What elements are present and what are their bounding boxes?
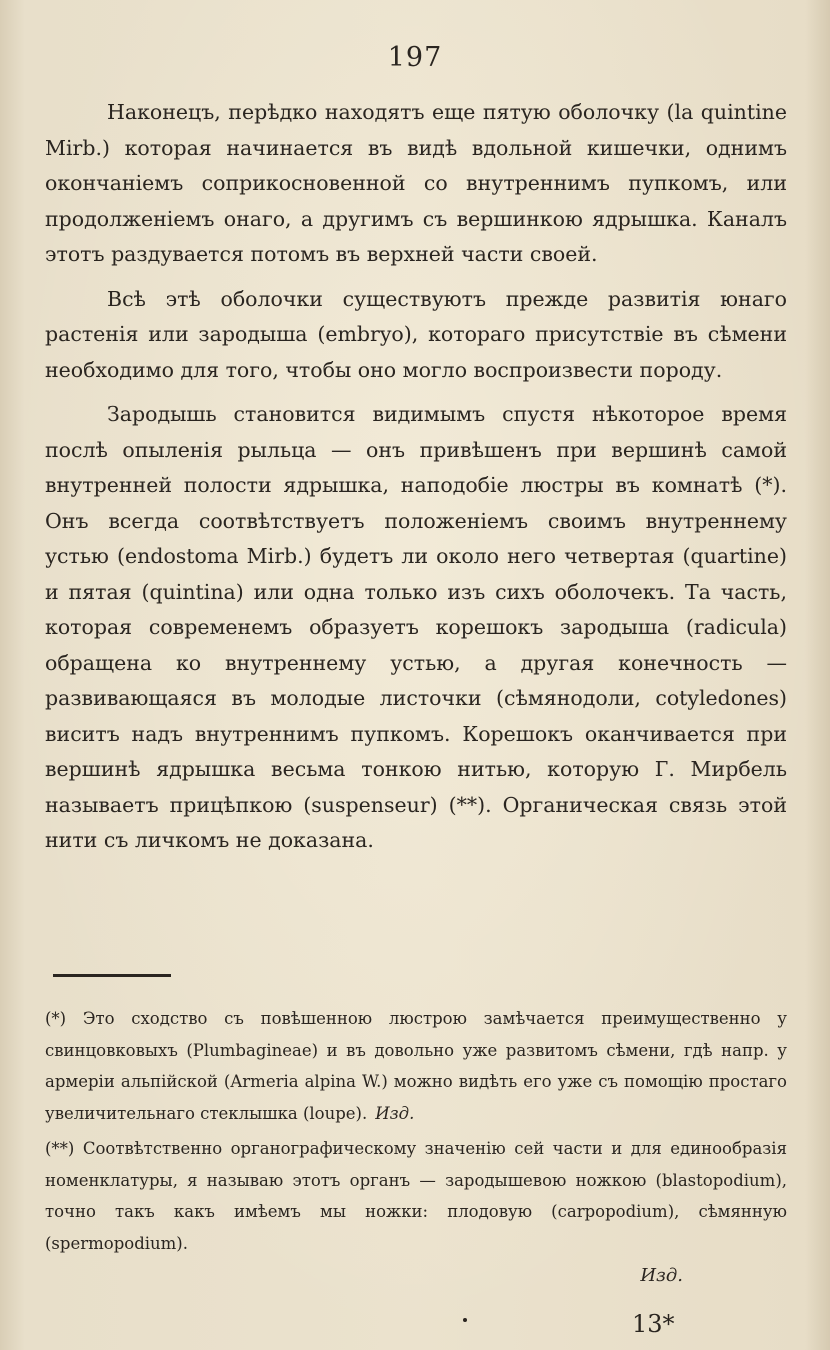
footnote-1-text: (*) Это сходство съ повѣшенною люстрою замѣчается преимущественно у свинцовковыхъ (Plumbagineae) и въ довольно уже развитомъ сѣмени, гдѣ напр. у армеріи альпійской (Armeria alpina W.) можно видѣть его уже съ помощію простаго увеличительнаго стеклышка (loupe). bbox=[45, 1009, 787, 1123]
page-number: 197 bbox=[387, 42, 443, 73]
print-speck bbox=[463, 1318, 467, 1322]
footnote-1 bbox=[45, 1003, 787, 1129]
main-text bbox=[45, 95, 787, 868]
paragraph-2: Всѣ этѣ оболочки существуютъ прежде развитія юнаго растенія или зародыша (embryo), котораго присутствіе въ сѣмени необходимо для того, чтобы оно могло воспроизвести породу. bbox=[45, 286, 787, 382]
footnote-separator bbox=[53, 974, 171, 977]
footnote-1-sign: Изд. bbox=[375, 1103, 415, 1123]
footnote-2-sign: Изд. bbox=[640, 1265, 683, 1286]
footnotes bbox=[45, 1003, 787, 1291]
paragraph-3: Зародышь становится видимымъ спустя нѣкоторое время послѣ опыленія рыльца — онъ привѣшенъ при вершинѣ самой внутренней полости ядрышка, наподобіе люстры въ комнатѣ (*). Онъ всегда соотвѣтствуетъ положеніемъ своимъ внутреннему устью (endostoma Mirb.) будетъ ли около него четвертая (quartine) и пятая (quintina) или одна только изъ сихъ оболочекъ. Та часть, которая современемъ образуетъ корешокъ зародыша (radicula) обращена ко внутреннему устью, а другая конечность — развивающаяся въ молодые листочки (сѣмянодоли, cotyledones) виситъ надъ внутреннимъ пупкомъ. Корешокъ оканчивается при вершинѣ ядрышка весьма тонкою нитью, которую Г. Мирбель называетъ прицѣпкою (suspenseur) (**). Органическая связь этой нити съ личкомъ не доказана. bbox=[45, 402, 787, 852]
footnote-2 bbox=[45, 1133, 787, 1259]
signature-mark: 13* bbox=[632, 1310, 675, 1338]
paragraph-1: Наконецъ, перѣдко находятъ еще пятую оболочку (la quintine Mirb.) которая начинается въ видѣ вдольной кишечки, однимъ окончаніемъ соприкосновенной со внутреннимъ пупкомъ, или продолженіемъ онаго, а другимъ съ вершинкою ядрышка. Каналъ этотъ раздувается потомъ въ верхней части своей. bbox=[45, 100, 787, 266]
footnote-2-text: (**) Соотвѣтственно органографическому значенію сей части и для единообразія номенклатуры, я называю этотъ органъ — зародышевою ножкою (blastopodium), точно такъ какъ имѣемъ мы ножки: плодовую (carpopodium), сѣмянную (spermopodium). bbox=[45, 1139, 787, 1253]
